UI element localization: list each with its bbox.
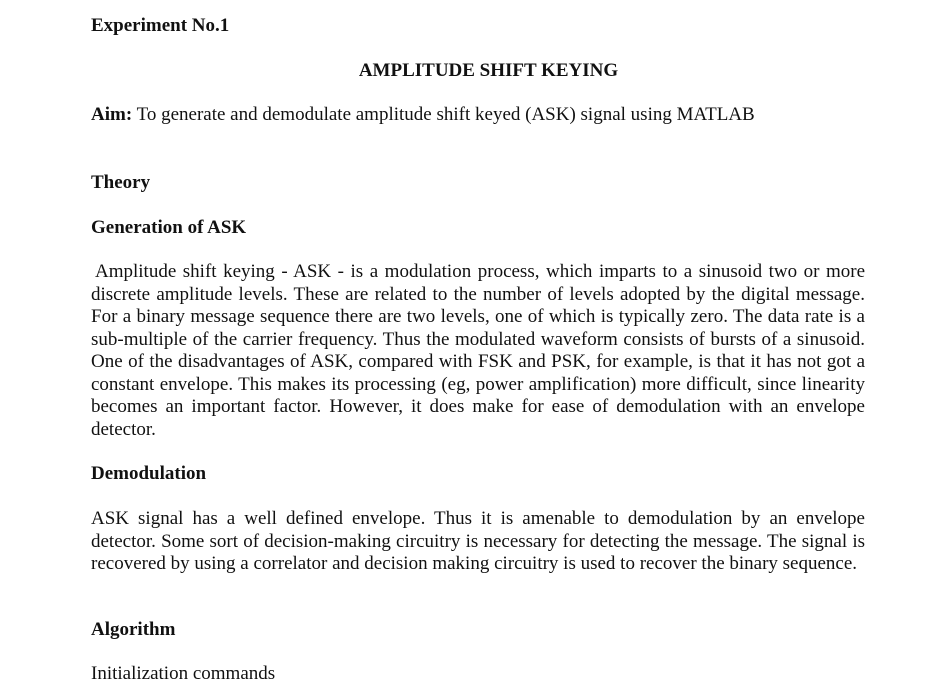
demodulation-heading: Demodulation — [91, 463, 207, 484]
generation-paragraph: Amplitude shift keying - ASK - is a modulation process, which imparts to a sinusoid two or more discrete amplitude levels. These are related to the number of levels adopted by the digital message. For a binary message sequence there are two levels, one of which is typically zero. The data rate is a sub-multiple of the carrier frequency. Thus the modulated waveform consists of bursts of a sinusoid. One of the disadvantages of ASK, compared with FSK and PSK, for example, is that it has not got a constant envelope. This makes its processing (eg, power amplification) more difficult, since linearity becomes an important factor. However, it does make for ease of demodulation with an envelope detector. — [91, 261, 865, 440]
initialization-text: Initialization commands — [91, 663, 276, 684]
experiment-label: Experiment No.1 — [91, 15, 230, 36]
aim-text: To generate and demodulate amplitude shift keyed (ASK) signal using MATLAB — [132, 104, 755, 125]
demodulation-paragraph: ASK signal has a well defined envelope. Thus it is amenable to demodulation by an envelope detector. Some sort of decision-making circuitry is necessary for detecting the message. The signal is recovered by using a correlator and decision making circuitry is used to recover the binary sequence. — [91, 508, 865, 574]
generation-heading: Generation of ASK — [91, 217, 247, 238]
algorithm-heading: Algorithm — [91, 619, 176, 640]
aim-label: Aim: — [91, 104, 133, 125]
theory-heading: Theory — [91, 172, 151, 193]
page-title: AMPLITUDE SHIFT KEYING — [358, 60, 619, 81]
aim-line — [91, 104, 865, 127]
